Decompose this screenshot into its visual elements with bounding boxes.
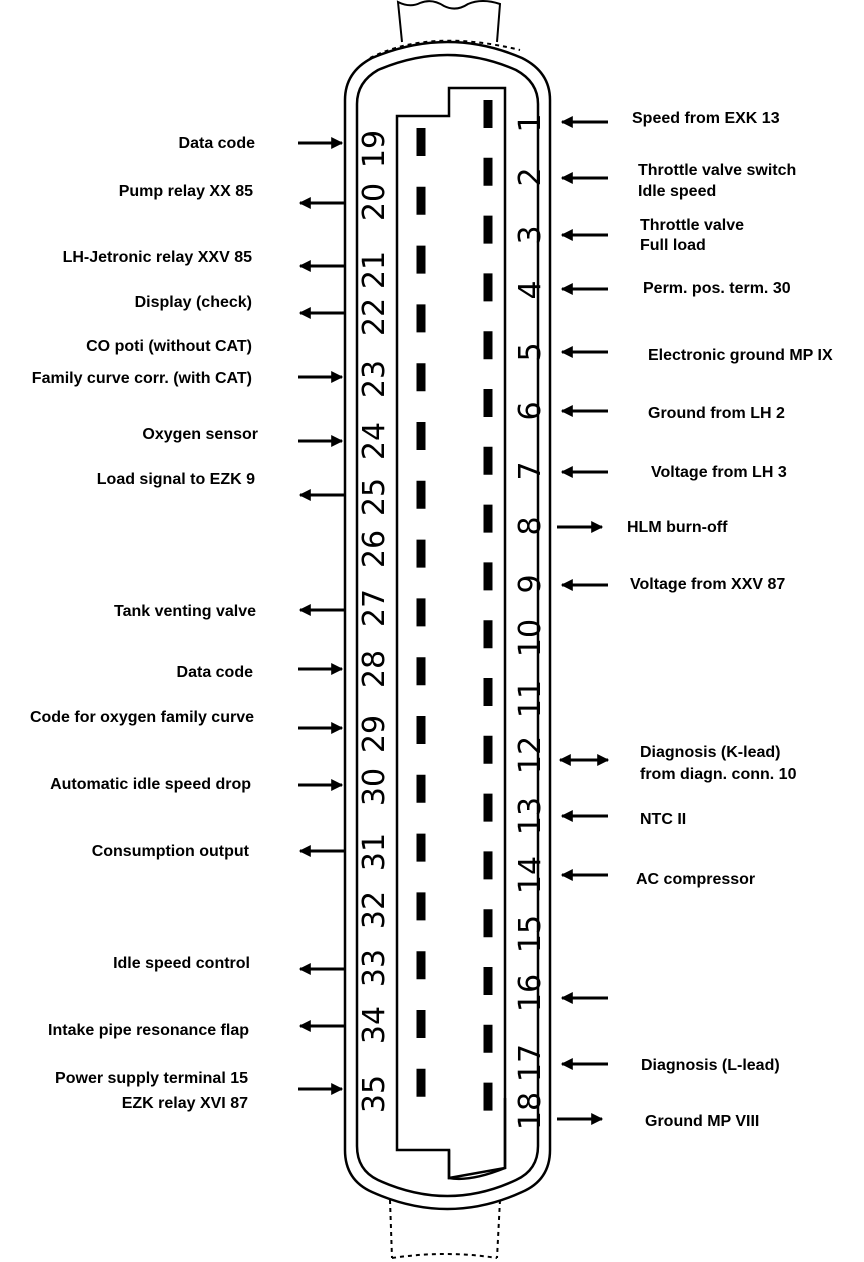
pin-number-34: 34 (357, 1005, 392, 1045)
pin-28-label: Data code (176, 664, 253, 681)
pin-3-label-line2: Full load (640, 237, 706, 254)
pin-23-label-line2: Family curve corr. (with CAT) (31, 370, 252, 387)
pin-number-15: 15 (513, 914, 548, 954)
pin-number-29: 29 (357, 714, 392, 754)
pin-number-30: 30 (357, 767, 392, 807)
pin-4-label: Perm. pos. term. 30 (643, 280, 791, 297)
pin-24-label: Oxygen sensor (142, 426, 258, 443)
pin-number-8: 8 (513, 516, 548, 536)
pin-number-5: 5 (513, 342, 548, 362)
pin-27-label: Tank venting valve (114, 603, 256, 620)
pin-number-23: 23 (357, 359, 392, 399)
pin-number-16: 16 (513, 973, 548, 1013)
pin-29-label: Code for oxygen family curve (29, 709, 254, 726)
pin-number-10: 10 (513, 618, 548, 658)
pin-number-20: 20 (357, 182, 392, 222)
pin-number-28: 28 (357, 649, 392, 689)
pin-20-label: Pump relay XX 85 (118, 183, 253, 200)
pin-34-label: Intake pipe resonance flap (48, 1022, 249, 1039)
pin-number-4: 4 (513, 280, 548, 300)
pin-7-label: Voltage from LH 3 (651, 464, 787, 481)
pin-number-1: 1 (513, 113, 548, 133)
pin-number-33: 33 (357, 948, 392, 988)
pin-number-32: 32 (357, 890, 392, 930)
pin-number-13: 13 (513, 796, 548, 836)
pin-9-label: Voltage from XXV 87 (630, 576, 786, 593)
pin-5-label: Electronic ground MP IX (648, 347, 833, 364)
pin-33-label: Idle speed control (113, 955, 250, 972)
pin-number-19: 19 (357, 129, 392, 169)
pin-number-11: 11 (513, 679, 548, 719)
pin-number-21: 21 (357, 250, 392, 290)
pin-19-label: Data code (178, 135, 255, 152)
pin-number-24: 24 (357, 421, 392, 461)
pin-number-14: 14 (513, 855, 548, 895)
pin-22-label: Display (check) (134, 294, 252, 311)
pin-number-6: 6 (513, 401, 548, 421)
pin-6-label: Ground from LH 2 (648, 405, 785, 422)
pin-1-label: Speed from EXK 13 (632, 110, 780, 127)
pin-number-3: 3 (513, 225, 548, 245)
pin-25-label: Load signal to EZK 9 (96, 471, 255, 488)
pin-number-7: 7 (513, 461, 548, 481)
pin-2-label: Throttle valve switch (638, 162, 797, 179)
pin-number-22: 22 (357, 297, 392, 337)
pin-number-31: 31 (357, 832, 392, 872)
pin-3-label: Throttle valve (640, 217, 745, 234)
pin-number-12: 12 (513, 735, 548, 775)
pin-35-label: Power supply terminal 15 (55, 1070, 248, 1087)
pin-number-27: 27 (357, 588, 392, 628)
pin-number-17: 17 (513, 1043, 548, 1083)
pin-21-label: LH-Jetronic relay XXV 85 (62, 249, 252, 266)
pin-number-18: 18 (513, 1091, 548, 1131)
pin-12-label: Diagnosis (K-lead) (640, 744, 781, 761)
pin-8-label: HLM burn-off (627, 519, 728, 536)
pin-13-label: NTC II (640, 811, 687, 828)
pin-30-label: Automatic idle speed drop (50, 776, 251, 793)
pin-35-label-line2: EZK relay XVI 87 (121, 1095, 248, 1112)
pin-2-label-line2: Idle speed (638, 183, 717, 200)
pin-16-label: Diagnosis (L-lead) (641, 1057, 780, 1074)
pin-14-label: AC compressor (636, 871, 756, 888)
pin-number-35: 35 (357, 1074, 392, 1114)
pin-number-9: 9 (513, 574, 548, 594)
pin-number-26: 26 (357, 529, 392, 569)
pin-17-label: Ground MP VIII (645, 1113, 760, 1130)
pin-31-label: Consumption output (91, 843, 249, 860)
pin-number-2: 2 (513, 167, 548, 187)
pin-23-label: CO poti (without CAT) (86, 338, 252, 355)
pin-12-label-line2: from diagn. conn. 10 (640, 766, 797, 783)
pin-number-25: 25 (357, 477, 392, 517)
